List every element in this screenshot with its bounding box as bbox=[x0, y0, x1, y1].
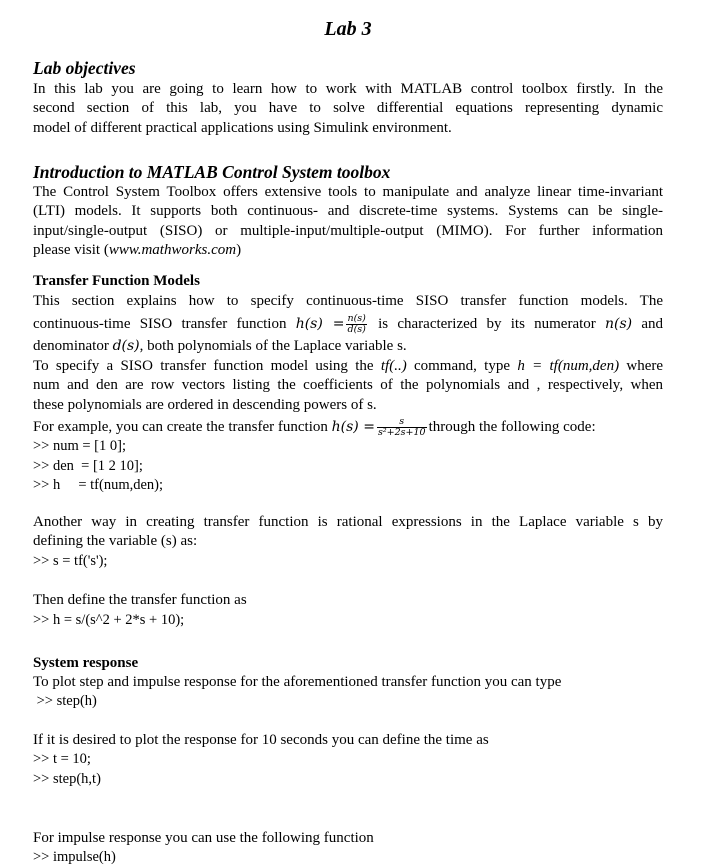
intro-line-last: please visit (www.mathworks.com) bbox=[33, 242, 242, 259]
code-line: >> num = [1 0]; bbox=[33, 438, 126, 455]
code-line: >> step(h) bbox=[33, 693, 97, 710]
objectives-line: In this lab you are going to learn how to work with MATLAB control toolbox firstly. In the bbox=[33, 81, 663, 97]
tf-line: denominator d(s), both polynomials of the Laplace variable s. bbox=[33, 338, 407, 355]
intro-heading: Introduction to MATLAB Control System toolbox bbox=[33, 162, 391, 182]
then-line: Then define the transfer function as bbox=[33, 592, 247, 609]
code-line: >> t = 10; bbox=[33, 751, 91, 768]
response-line: To plot step and impulse response for the aforementioned transfer function you can type bbox=[33, 674, 562, 690]
tf-line: num and den are row vectors listing the coefficients of the polynomials and , respectively, when bbox=[33, 377, 663, 394]
tf-line: This section explains how to specify continuous-time SISO transfer function models. The bbox=[33, 293, 663, 309]
example-fraction: $\frac{s}{\text{s²+2s+10}}$ bbox=[377, 416, 426, 439]
code-line: >> den = [1 2 10]; bbox=[33, 457, 143, 474]
rational-line: Another way in creating transfer function is rational expressions in the Laplace variable s by bbox=[33, 514, 663, 530]
tf-line: To specify a SISO transfer function model using the tf(..) command, type h = tf(num,den) where bbox=[33, 357, 664, 374]
rational-section bbox=[33, 513, 663, 630]
code-line: >> impulse(h) bbox=[33, 849, 116, 865]
tf-section bbox=[33, 272, 663, 496]
intro-line: The Control System Toolbox offers extensive tools to manipulate and analyze linear time-invariant bbox=[33, 184, 663, 200]
impulse-line: For impulse response you can use the following function bbox=[33, 829, 374, 846]
tf-heading: Transfer Function Models bbox=[33, 273, 200, 289]
response-heading: System response bbox=[33, 655, 139, 671]
mathworks-link[interactable]: www.mathworks.com bbox=[108, 242, 237, 259]
desire-line: If it is desired to plot the response for 10 seconds you can define the time as bbox=[33, 732, 489, 748]
code-line: >> step(h,t) bbox=[33, 771, 101, 787]
tf-line: these polynomials are ordered in descending powers of s. bbox=[33, 396, 377, 413]
objectives-line: second section of this lab, you have to solve differential equations representing dynamic bbox=[33, 100, 663, 117]
intro-section bbox=[33, 162, 663, 261]
tf-line-example: For example, you can create the transfer function h(s) = $\frac{s}{\text{s²+2s+10}}$ through the following code: bbox=[33, 416, 596, 439]
page-title: Lab 3 bbox=[324, 18, 372, 40]
intro-line: (LTI) models. It supports both continuous- and discrete-time systems. Systems can be single- bbox=[33, 203, 663, 220]
objectives-section bbox=[33, 58, 663, 138]
code-line: >> h = tf(num,den); bbox=[33, 477, 164, 494]
transfer-fraction: $\frac{n(s)}{d(s)}$ bbox=[347, 313, 366, 336]
objectives-heading: Lab objectives bbox=[33, 58, 136, 78]
objectives-line: model of different practical applications using Simulink environment. bbox=[33, 119, 452, 136]
response-section bbox=[33, 654, 663, 868]
intro-line: input/single-output (SISO) or multiple-input/multiple-output (MIMO). For further information bbox=[33, 222, 663, 239]
tf-line-fraction: continuous-time SISO transfer function h(s) = $\frac{n(s)}{d(s)}$ is characterized by its numerator n(s) and bbox=[33, 313, 664, 336]
code-line: >> h = s/(s^2 + 2*s + 10); bbox=[33, 611, 185, 628]
code-line: >> s = tf('s'); bbox=[33, 552, 108, 569]
rational-line: defining the variable (s) as: bbox=[33, 533, 198, 550]
